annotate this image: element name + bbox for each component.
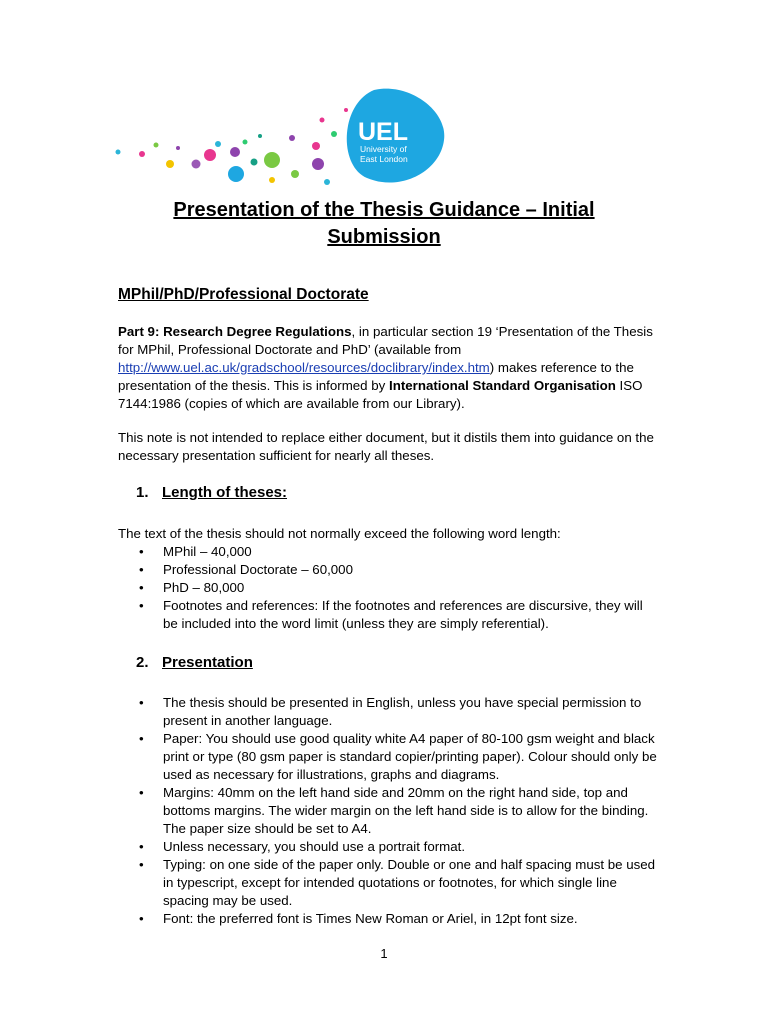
section1-lead: The text of the thesis should not normally exceed the following word length: [118,526,561,541]
intro-text-b: ) makes reference to the presentation of the thesis. This is informed by [118,360,634,393]
uel-logo-graphic [112,88,452,188]
list-item: • Unless necessary, you should use a portrait format. [118,838,658,856]
doclibrary-link[interactable]: http://www.uel.ac.uk/gradschool/resources/doclibrary/index.htm [118,360,490,375]
page-title-line1: Presentation of the Thesis Guidance – Initial [173,199,595,221]
section1-number: 1. [136,484,149,501]
page-number: 1 [380,946,388,961]
part-label: Part 9: Research Degree Regulations [118,324,352,339]
list-item: • Margins: 40mm on the left hand side and 20mm on the right hand side, top and bottoms margins. The wider margin on the left hand side is to allow for the binding. The paper size should be set to A4. [118,784,658,838]
logo-line3-text: East London [360,154,408,164]
section2-title: Presentation [162,654,253,671]
org-label: International Standard Organisation [389,378,616,393]
list-item: • PhD – 80,000 [118,579,658,597]
note-paragraph: This note is not intended to replace either document, but it distils them into guidance on the necessary presentation sufficient for nearly all theses. [118,430,654,463]
page-title-line2: Submission [327,226,441,248]
intro-text-a: , in particular section 19 ‘Presentation of the Thesis for MPhil, Professional Doctorate and PhD’ (available from [118,324,653,357]
intro-paragraph [118,323,658,413]
list-item: • Paper: You should use good quality white A4 paper of 80-100 gsm weight and black print or type (80 gsm paper is standard copier/printing paper). Colour should only be used as necessary for illustrations, graphs and diagrams. [118,730,658,784]
section-heading: MPhil/PhD/Professional Doctorate [118,286,369,303]
section2-number: 2. [136,654,149,671]
page-title [100,197,668,251]
section2-heading [136,654,253,671]
word-length-list [118,543,658,633]
list-item: • Font: the preferred font is Times New Roman or Ariel, in 12pt font size. [118,910,658,928]
logo-line2-text: University of [360,144,407,154]
uel-logo [112,88,452,188]
list-item: • MPhil – 40,000 [118,543,658,561]
logo-uel-text: UEL [358,118,408,146]
presentation-list [118,694,658,928]
list-item: • Footnotes and references: If the footnotes and references are discursive, they will be included into the word limit (unless they are simply referential). [118,597,658,633]
section1-title: Length of theses: [162,484,288,501]
section1-heading [136,484,287,501]
list-item: • The thesis should be presented in English, unless you have special permission to present in another language. [118,694,658,730]
intro-text-c: ISO 7144:1986 (copies of which are available from our Library). [118,378,643,411]
list-item: • Typing: on one side of the paper only. Double or one and half spacing must be used in typescript, except for intended quotations or footnotes, for which single line spacing may be used. [118,856,658,910]
list-item: • Professional Doctorate – 60,000 [118,561,658,579]
